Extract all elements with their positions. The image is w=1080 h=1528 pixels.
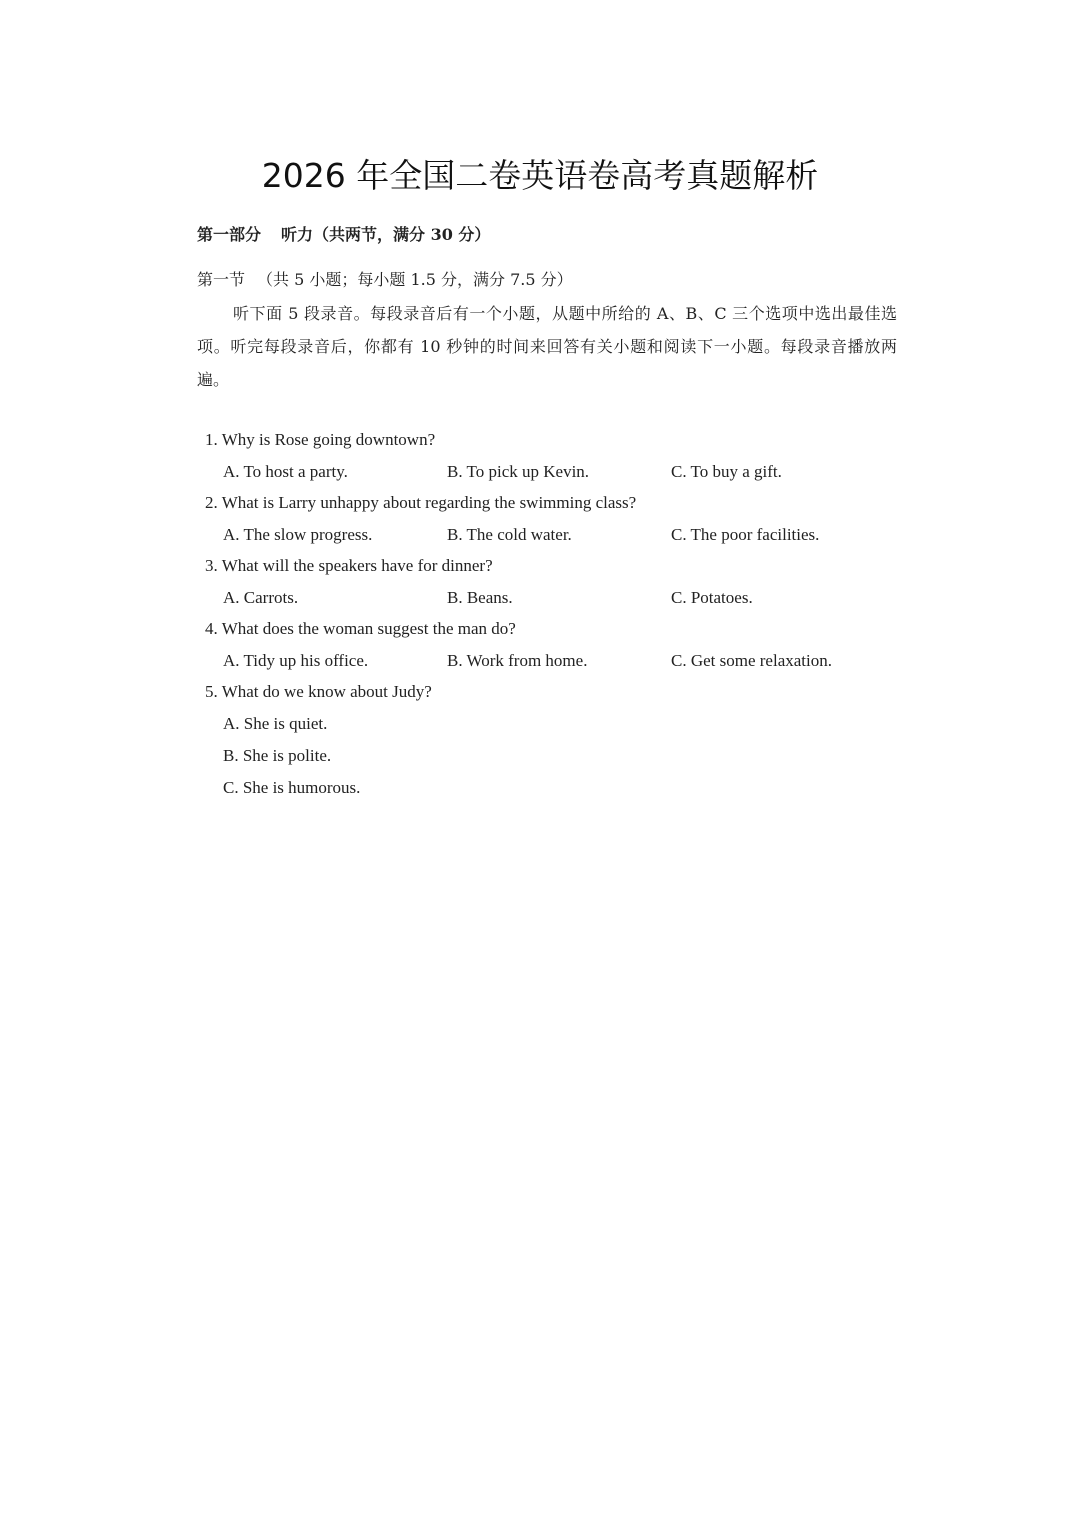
question-list — [205, 424, 905, 804]
page-title: 2026 年全国二卷英语卷高考真题解析 — [261, 156, 819, 195]
option-c: C. Get some relaxation. — [671, 650, 832, 670]
option-b: B. To pick up Kevin. — [447, 461, 590, 481]
option-row — [205, 456, 905, 488]
option-a: A. To host a party. — [223, 461, 348, 481]
option-b: B. She is polite. — [223, 745, 332, 765]
section-description: （共 5 小题；每小题 1.5 分，满分 7.5 分） — [257, 270, 573, 289]
question-stem: 4. What does the woman suggest the man do? — [205, 619, 516, 638]
option-c: C. Potatoes. — [671, 587, 753, 607]
part-heading — [197, 222, 490, 245]
question-5 — [205, 676, 905, 804]
question-stem: 2. What is Larry unhappy about regarding the swimming class? — [205, 493, 637, 512]
option-c: C. To buy a gift. — [671, 461, 782, 481]
option-a: A. Tidy up his office. — [223, 650, 369, 670]
option-c: C. She is humorous. — [223, 777, 361, 797]
question-1 — [205, 424, 905, 487]
part-name: 听力（共两节，满分 30 分） — [281, 225, 491, 244]
question-2 — [205, 487, 905, 550]
instructions-paragraph: 听下面 5 段录音。每段录音后有一个小题，从题中所给的 A、B、C 三个选项中选出最佳选项。听完每段录音后，你都有 10 秒钟的时间来回答有关小题和阅读下一小题。每段录音播放两遍。 — [197, 304, 897, 389]
option-row — [205, 519, 905, 551]
option-a: A. Carrots. — [223, 587, 299, 607]
part-label: 第一部分 — [197, 225, 262, 244]
question-3 — [205, 550, 905, 613]
question-stem: 1. Why is Rose going downtown? — [205, 430, 436, 449]
option-b: B. Work from home. — [447, 650, 588, 670]
section-label: 第一节 — [197, 270, 246, 289]
question-stem: 3. What will the speakers have for dinner? — [205, 556, 493, 575]
option-b: B. Beans. — [447, 587, 513, 607]
option-a: A. She is quiet. — [223, 713, 328, 733]
option-b: B. The cold water. — [447, 524, 572, 544]
option-c: C. The poor facilities. — [671, 524, 820, 544]
section-heading — [197, 267, 573, 290]
option-row — [205, 582, 905, 614]
question-4 — [205, 613, 905, 676]
question-stem: 5. What do we know about Judy? — [205, 682, 432, 701]
option-row — [205, 645, 905, 677]
option-a: A. The slow progress. — [223, 524, 373, 544]
